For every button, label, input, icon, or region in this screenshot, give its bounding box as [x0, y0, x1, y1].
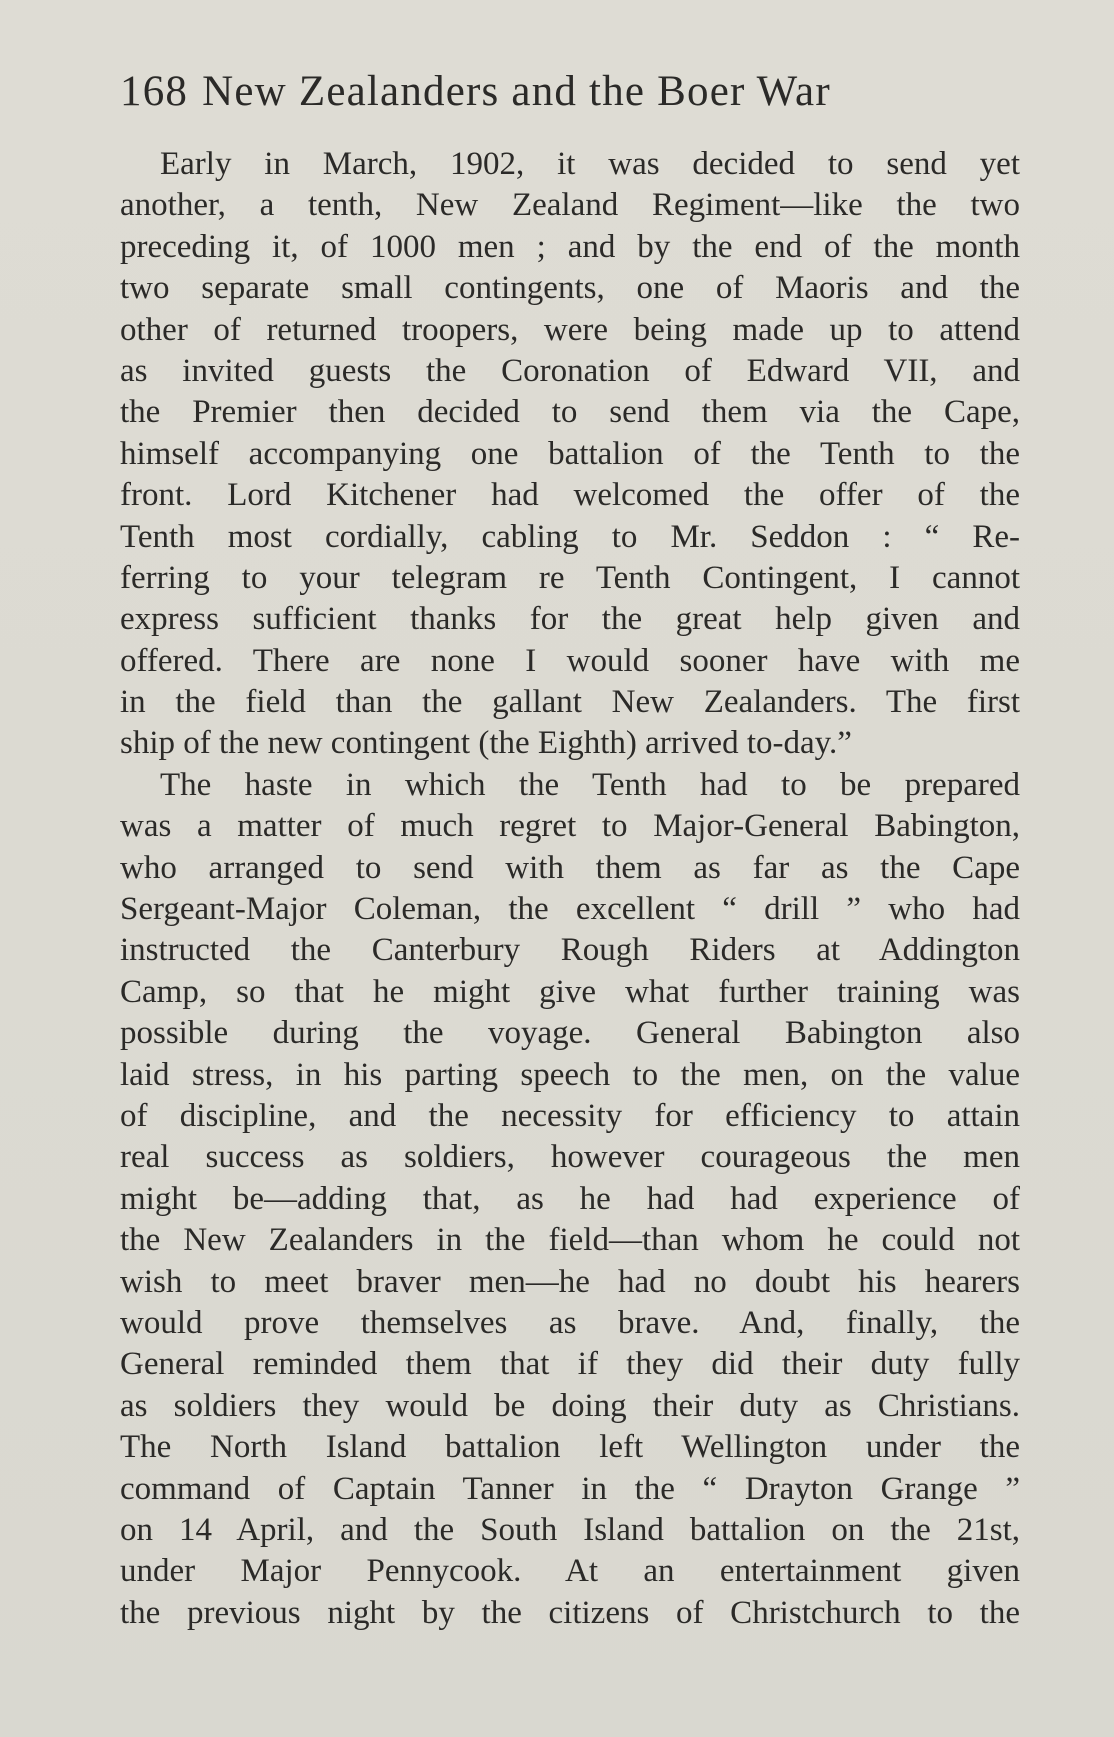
- text-line: the previous night by the citizens of Christchurch to the: [120, 1594, 1020, 1631]
- text-line: The North Island battalion left Wellington under the: [120, 1429, 1020, 1466]
- text-line: of discipline, and the necessity for efficiency to attain: [120, 1097, 1020, 1134]
- text-line: himself accompanying one battalion of the Tenth to the: [120, 435, 1020, 472]
- text-line: ferring to your telegram re Tenth Contingent, I cannot: [120, 559, 1020, 596]
- running-title: New Zealanders and the Boer War: [202, 68, 831, 115]
- text-line: as soldiers they would be doing their duty as Christians.: [120, 1387, 1020, 1424]
- text-line: instructed the Canterbury Rough Riders at Addington: [120, 932, 1020, 969]
- text-line: in the field than the gallant New Zealanders. The first: [120, 684, 1020, 721]
- text-line: other of returned troopers, were being made up to attend: [120, 311, 1020, 348]
- text-line: express sufficient thanks for the great help given and: [120, 601, 1020, 638]
- text-line: under Major Pennycook. At an entertainment given: [120, 1553, 1020, 1590]
- text-line: the New Zealanders in the field—than whom he could not: [120, 1222, 1020, 1259]
- text-line: on 14 April, and the South Island battalion on the 21st,: [120, 1511, 1020, 1548]
- text-line: was a matter of much regret to Major-General Babington,: [120, 808, 1020, 845]
- text-line: Tenth most cordially, cabling to Mr. Seddon : “ Re-: [120, 518, 1020, 555]
- body-text: [120, 144, 1020, 1634]
- text-line: command of Captain Tanner in the “ Drayton Grange ”: [120, 1470, 1020, 1507]
- text-line: The haste in which the Tenth had to be prepared: [160, 766, 1020, 803]
- text-line: another, a tenth, New Zealand Regiment—like the two: [120, 187, 1020, 224]
- text-line: wish to meet braver men—he had no doubt his hearers: [120, 1263, 1020, 1300]
- text-line: General reminded them that if they did their duty fully: [120, 1346, 1020, 1383]
- running-header: [120, 70, 1020, 113]
- text-line: ship of the new contingent (the Eighth) arrived to-day.”: [120, 725, 852, 762]
- text-line: would prove themselves as brave. And, finally, the: [120, 1304, 1020, 1341]
- text-line: Sergeant-Major Coleman, the excellent “ drill ” who had: [120, 891, 1020, 928]
- text-line: who arranged to send with them as far as the Cape: [120, 849, 1020, 886]
- text-line: preceding it, of 1000 men ; and by the end of the month: [120, 228, 1020, 265]
- text-line: offered. There are none I would sooner have with me: [120, 642, 1020, 679]
- text-line: as invited guests the Coronation of Edward VII, and: [120, 352, 1020, 389]
- page-number: 168: [120, 68, 189, 115]
- text-line: might be—adding that, as he had had experience of: [120, 1180, 1020, 1217]
- text-line: real success as soldiers, however courageous the men: [120, 1139, 1020, 1176]
- text-line: laid stress, in his parting speech to the men, on the value: [120, 1056, 1020, 1093]
- text-line: Camp, so that he might give what further training was: [120, 973, 1020, 1010]
- text-line: two separate small contingents, one of Maoris and the: [120, 270, 1020, 307]
- text-line: possible during the voyage. General Babington also: [120, 1015, 1020, 1052]
- text-line: Early in March, 1902, it was decided to send yet: [160, 146, 1020, 182]
- text-line: front. Lord Kitchener had welcomed the offer of the: [120, 477, 1020, 514]
- text-line: the Premier then decided to send them via the Cape,: [120, 394, 1020, 431]
